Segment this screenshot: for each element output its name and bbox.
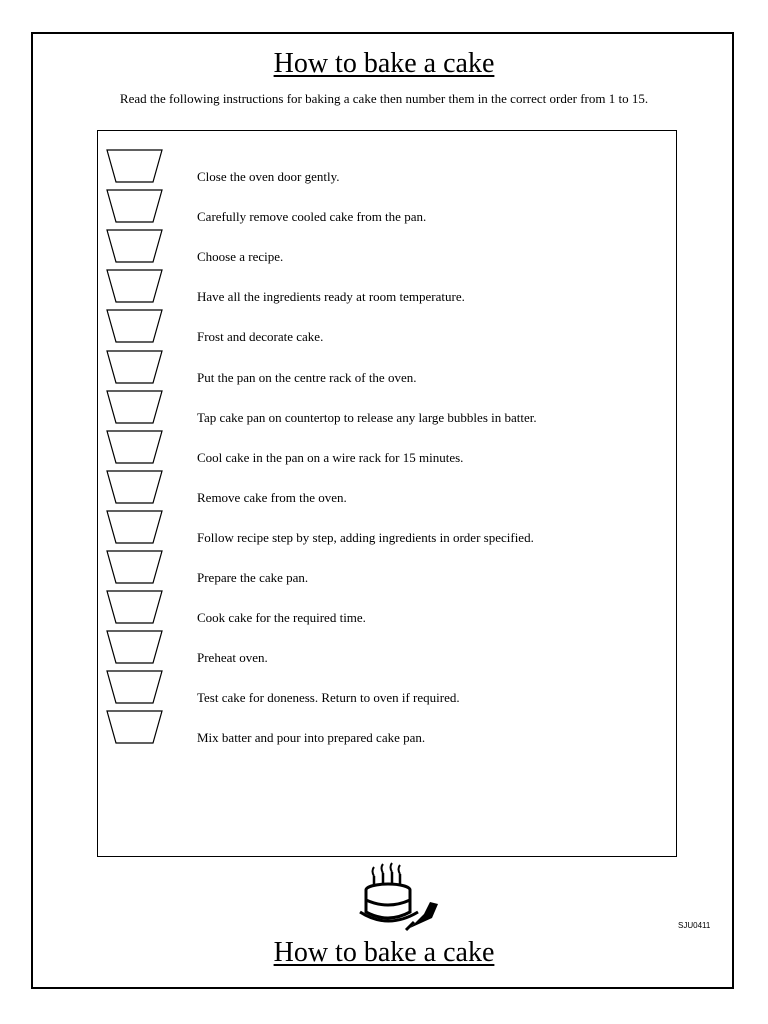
instructions-text: Read the following instructions for baking a cake then number them in the correct order from 1 to 15.: [119, 91, 649, 106]
step-text: Cook cake for the required time.: [197, 610, 366, 626]
answer-box-icon[interactable]: [106, 308, 164, 344]
step-text: Close the oven door gently.: [197, 169, 340, 184]
answer-box-icon[interactable]: [106, 389, 164, 425]
step-text: Put the pan on the centre rack of the oven.: [197, 369, 417, 385]
answer-box-icon[interactable]: [106, 509, 164, 545]
answer-box-icon[interactable]: [106, 429, 164, 465]
step-text: Carefully remove cooled cake from the pan.: [197, 209, 427, 225]
step-item: [98, 509, 658, 549]
answer-box-icon[interactable]: [106, 228, 164, 264]
answer-box-icon[interactable]: [106, 669, 164, 705]
step-text: Prepare the cake pan.: [197, 570, 309, 585]
answer-box-icon[interactable]: [106, 629, 164, 665]
answer-box-icon[interactable]: [106, 268, 164, 304]
answer-box-icon[interactable]: [106, 349, 164, 385]
step-item: [98, 308, 658, 348]
answer-box-icon[interactable]: [106, 188, 164, 224]
page-title: How to bake a cake: [273, 48, 495, 79]
step-text: Cool cake in the pan on a wire rack for 15 minutes.: [197, 449, 464, 465]
birthday-cake-icon: [356, 862, 442, 939]
step-item: [98, 709, 658, 749]
step-text: Frost and decorate cake.: [197, 329, 324, 345]
step-text: Choose a recipe.: [197, 249, 284, 265]
step-text: Tap cake pan on countertop to release any large bubbles in batter.: [197, 409, 537, 425]
step-text: Follow recipe step by step, adding ingredients in order specified.: [197, 529, 534, 545]
footer-title: How to bake a cake: [273, 937, 495, 968]
answer-box-icon[interactable]: [106, 589, 164, 625]
step-item: [98, 629, 658, 669]
answer-box-icon[interactable]: [106, 469, 164, 505]
answer-box-icon[interactable]: [106, 709, 164, 745]
steps-box: [97, 130, 677, 857]
step-item: [98, 589, 658, 629]
step-item: [98, 228, 658, 268]
step-text: Preheat oven.: [197, 650, 268, 666]
step-item: [98, 549, 658, 589]
step-item: [98, 669, 658, 709]
step-text: Test cake for doneness. Return to oven if required.: [197, 690, 460, 706]
step-text: Have all the ingredients ready at room temperature.: [197, 289, 465, 305]
step-item: [98, 268, 658, 308]
step-item: [98, 349, 658, 389]
step-text: Mix batter and pour into prepared cake pan.: [197, 730, 426, 746]
document-code: SJU0411: [678, 921, 711, 930]
step-item: [98, 389, 658, 429]
step-item: [98, 429, 658, 469]
step-item: [98, 188, 658, 228]
step-text: Remove cake from the oven.: [197, 489, 347, 505]
answer-box-icon[interactable]: [106, 549, 164, 585]
step-item: [98, 469, 658, 509]
step-item: [98, 148, 658, 188]
answer-box-icon[interactable]: [106, 148, 164, 184]
